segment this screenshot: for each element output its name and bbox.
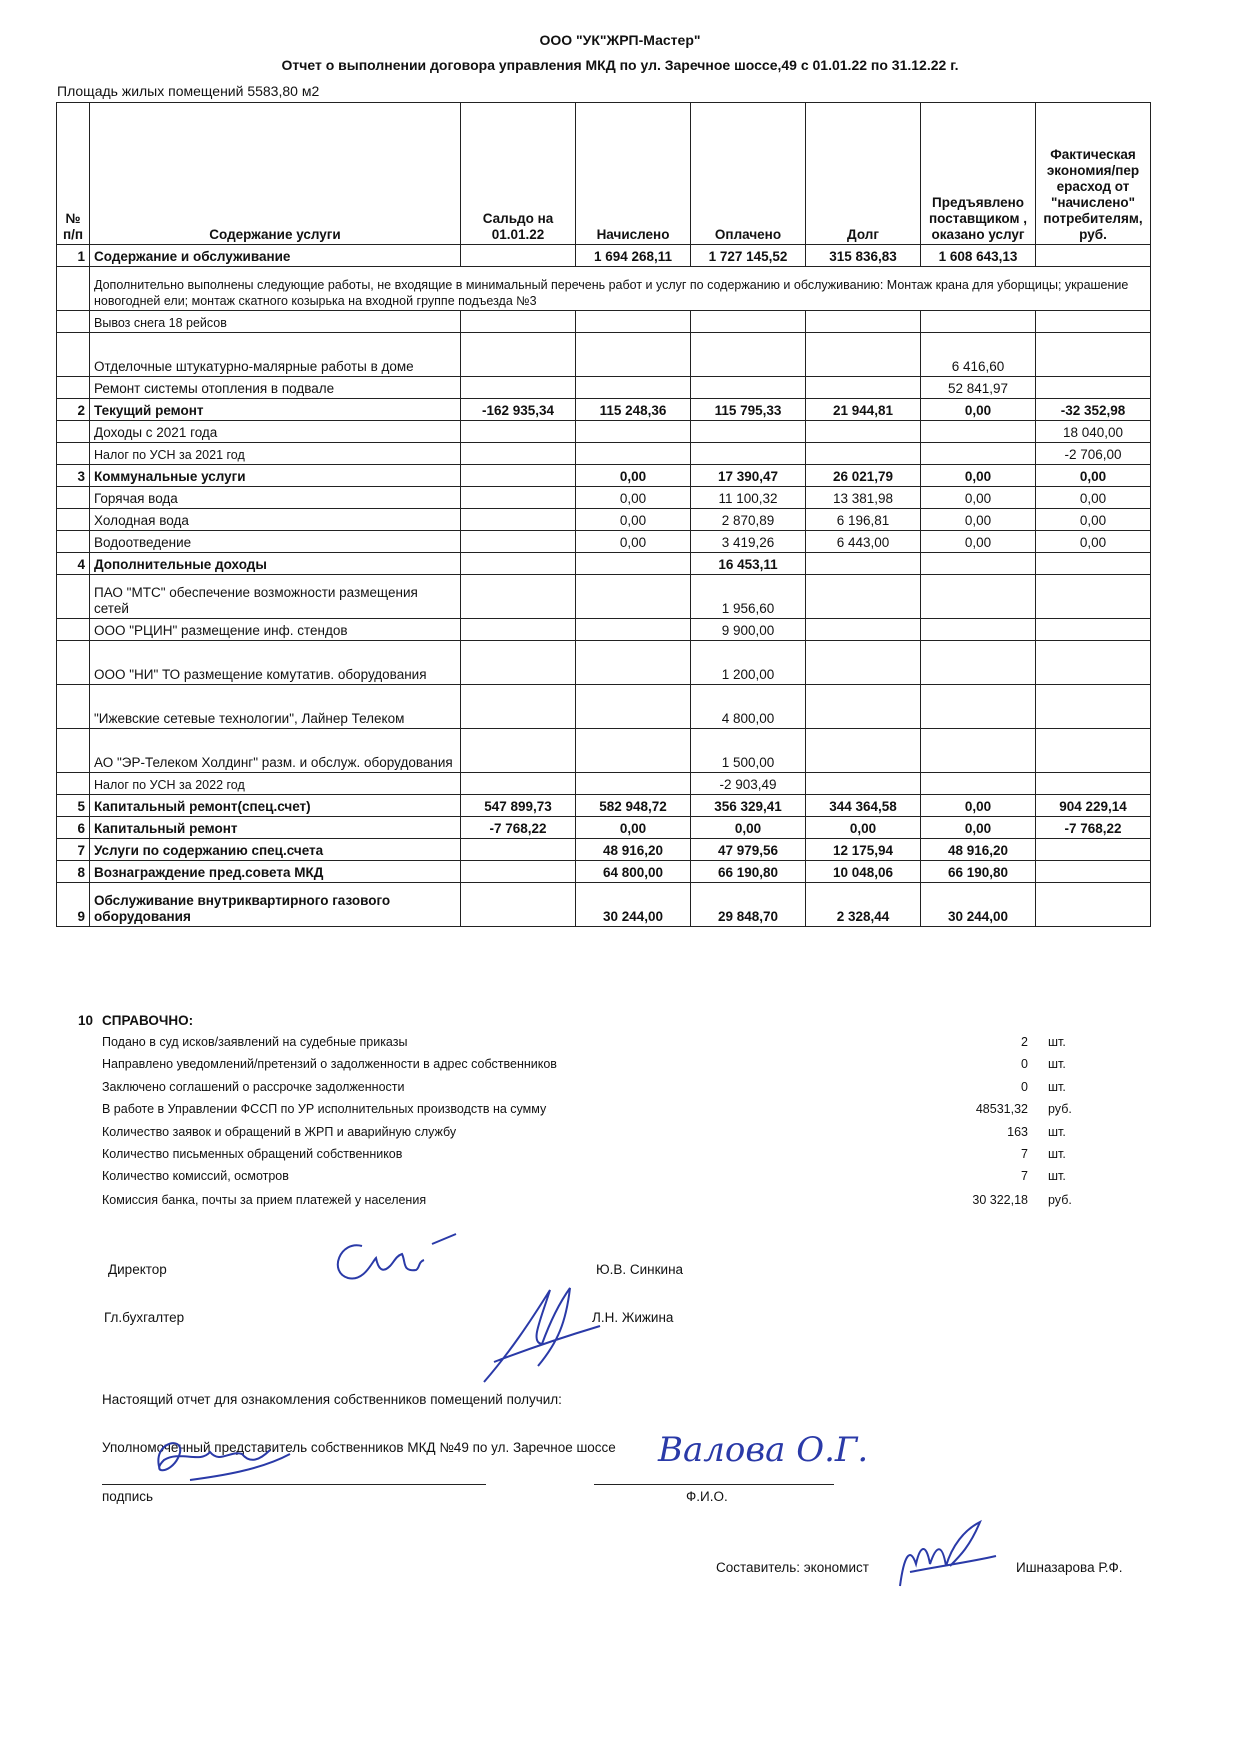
table-row xyxy=(57,575,1151,619)
reference-item xyxy=(102,1147,1102,1169)
cell-debt: 12 175,94 xyxy=(806,839,921,861)
cell-charged: 1 694 268,11 xyxy=(576,245,691,267)
cell-paid: 66 190,80 xyxy=(691,861,806,883)
cell-presented: 52 841,97 xyxy=(921,377,1036,399)
cell-economy xyxy=(1036,245,1151,267)
reference-label: Заключено соглашений о рассрочке задолженности xyxy=(102,1080,405,1094)
cell-economy: 904 229,14 xyxy=(1036,795,1151,817)
row-num: 5 xyxy=(57,795,90,817)
table-row xyxy=(57,685,1151,729)
reference-item xyxy=(102,1169,1102,1191)
cell-presented: 0,00 xyxy=(921,509,1036,531)
cell-paid: 17 390,47 xyxy=(691,465,806,487)
table-row xyxy=(57,311,1151,333)
row-name: Коммунальные услуги xyxy=(90,465,461,487)
signature-line xyxy=(102,1484,486,1485)
cell-charged: 0,00 xyxy=(576,817,691,839)
organization-name: ООО "УК"ЖРП-Мастер" xyxy=(539,32,701,48)
reference-unit: шт. xyxy=(1048,1057,1066,1071)
reference-unit: шт. xyxy=(1048,1035,1066,1049)
reference-unit: руб. xyxy=(1048,1193,1072,1207)
cell-economy: -7 768,22 xyxy=(1036,817,1151,839)
row-num: 8 xyxy=(57,861,90,883)
cell-charged: 30 244,00 xyxy=(576,883,691,927)
reference-item xyxy=(102,1057,1102,1079)
compiler-signature-icon xyxy=(880,1516,1000,1596)
row-name: ООО "НИ" ТО размещение комутатив. оборудования xyxy=(90,641,461,685)
row-name: ПАО "МТС" обеспечение возможности размещения сетей xyxy=(90,575,461,619)
reference-title: СПРАВОЧНО: xyxy=(102,1013,194,1028)
reference-unit: шт. xyxy=(1048,1080,1066,1094)
reference-value: 163 xyxy=(1007,1125,1028,1139)
cell-debt: 315 836,83 xyxy=(806,245,921,267)
row-name: ООО "РЦИН" размещение инф. стендов xyxy=(90,619,461,641)
cell-debt: 0,00 xyxy=(806,817,921,839)
cell-paid: 1 200,00 xyxy=(691,641,806,685)
reference-value: 0 xyxy=(1021,1080,1028,1094)
row-name: Налог по УСН за 2021 год xyxy=(90,443,461,465)
row-name: Отделочные штукатурно-малярные работы в доме xyxy=(90,333,461,377)
representative-label: Уполномоченный представитель собственников МКД №49 по ул. Заречное шоссе xyxy=(102,1440,616,1455)
row-name: Текущий ремонт xyxy=(90,399,461,421)
row-num: 6 xyxy=(57,817,90,839)
reference-num: 10 xyxy=(78,1013,94,1028)
cell-paid: 11 100,32 xyxy=(691,487,806,509)
header-service: Содержание услуги xyxy=(90,103,461,245)
cell-economy: -2 706,00 xyxy=(1036,443,1151,465)
reference-label: Комиссия банка, почты за прием платежей у населения xyxy=(102,1193,427,1207)
cell-charged: 0,00 xyxy=(576,509,691,531)
accountant-name: Л.Н. Жижина xyxy=(592,1310,674,1325)
cell-paid: 1 956,60 xyxy=(691,575,806,619)
reference-item xyxy=(102,1102,1102,1124)
cell-charged: 0,00 xyxy=(576,531,691,553)
table-row xyxy=(57,267,1151,311)
cell-paid: 16 453,11 xyxy=(691,553,806,575)
cell-presented: 0,00 xyxy=(921,465,1036,487)
cell-saldo: -7 768,22 xyxy=(461,817,576,839)
cell-charged: 64 800,00 xyxy=(576,861,691,883)
row-name: Доходы с 2021 года xyxy=(90,421,461,443)
header-num: № п/п xyxy=(57,103,90,245)
reference-value: 48531,32 xyxy=(975,1102,1028,1116)
accountant-signature-icon xyxy=(470,1282,610,1392)
cell-presented: 30 244,00 xyxy=(921,883,1036,927)
cell-paid: 9 900,00 xyxy=(691,619,806,641)
table-row xyxy=(57,377,1151,399)
row-num: 1 xyxy=(57,245,90,267)
report-table xyxy=(56,102,1151,927)
cell-debt: 344 364,58 xyxy=(806,795,921,817)
table-row xyxy=(57,817,1151,839)
row-num: 2 xyxy=(57,399,90,421)
cell-debt: 6 196,81 xyxy=(806,509,921,531)
cell-paid: 356 329,41 xyxy=(691,795,806,817)
compiler-name: Ишназарова Р.Ф. xyxy=(1016,1560,1123,1575)
row-name: Вывоз снега 18 рейсов xyxy=(90,311,461,333)
cell-saldo xyxy=(461,245,576,267)
representative-signature-icon xyxy=(130,1430,300,1490)
cell-charged: 48 916,20 xyxy=(576,839,691,861)
cell-debt: 21 944,81 xyxy=(806,399,921,421)
row-name: Налог по УСН за 2022 год xyxy=(90,773,461,795)
table-row xyxy=(57,487,1151,509)
row-name: Вознаграждение пред.совета МКД xyxy=(90,861,461,883)
report-title: Отчет о выполнении договора управления МКД по ул. Заречное шоссе,49 с 01.01.22 по 31.12.22 г. xyxy=(281,57,959,73)
row-name: Холодная вода xyxy=(90,509,461,531)
compiler-label: Составитель: экономист xyxy=(716,1560,869,1575)
cell-debt: 10 048,06 xyxy=(806,861,921,883)
cell-paid: 2 870,89 xyxy=(691,509,806,531)
cell-presented: 0,00 xyxy=(921,487,1036,509)
cell-debt: 26 021,79 xyxy=(806,465,921,487)
cell-presented: 48 916,20 xyxy=(921,839,1036,861)
reference-item xyxy=(102,1125,1102,1147)
cell-charged: 0,00 xyxy=(576,465,691,487)
table-row xyxy=(57,531,1151,553)
reference-unit: шт. xyxy=(1048,1147,1066,1161)
cell-economy: 0,00 xyxy=(1036,487,1151,509)
cell-presented: 0,00 xyxy=(921,399,1036,421)
cell-presented: 0,00 xyxy=(921,531,1036,553)
cell-paid: 1 500,00 xyxy=(691,729,806,773)
cell-presented: 6 416,60 xyxy=(921,333,1036,377)
additional-works-note: Дополнительно выполнены следующие работы, не входящие в минимальный перечень работ и услуг по содержанию и обслуживанию: Монтаж крана для уборщицы; украшение новогодней ели; монтаж скатного козырька на входной группе подъезда №3 xyxy=(90,267,1151,311)
reference-unit: шт. xyxy=(1048,1125,1066,1139)
row-num: 9 xyxy=(57,883,90,927)
table-row xyxy=(57,245,1151,267)
row-name: Услуги по содержанию спец.счета xyxy=(90,839,461,861)
reference-value: 7 xyxy=(1021,1169,1028,1183)
cell-economy: 0,00 xyxy=(1036,465,1151,487)
table-row xyxy=(57,509,1151,531)
table-row xyxy=(57,773,1151,795)
row-name: Капитальный ремонт(спец.счет) xyxy=(90,795,461,817)
cell-paid: 0,00 xyxy=(691,817,806,839)
cell-paid: 29 848,70 xyxy=(691,883,806,927)
cell-charged: 582 948,72 xyxy=(576,795,691,817)
received-statement: Настоящий отчет для ознакомления собственников помещений получил: xyxy=(102,1392,562,1407)
table-row xyxy=(57,729,1151,773)
row-name: АО "ЭР-Телеком Холдинг" разм. и обслуж. оборудования xyxy=(90,729,461,773)
cell-saldo: -162 935,34 xyxy=(461,399,576,421)
cell-economy: 18 040,00 xyxy=(1036,421,1151,443)
director-signature-icon xyxy=(320,1232,470,1302)
handwritten-name: Валова О.Г. xyxy=(658,1430,869,1470)
table-row xyxy=(57,619,1151,641)
signature-caption: подпись xyxy=(102,1489,154,1504)
header-charged: Начислено xyxy=(576,103,691,245)
table-row xyxy=(57,443,1151,465)
cell-charged: 115 248,36 xyxy=(576,399,691,421)
row-num: 4 xyxy=(57,553,90,575)
cell-debt: 13 381,98 xyxy=(806,487,921,509)
header-paid: Оплачено xyxy=(691,103,806,245)
director-label: Директор xyxy=(108,1262,167,1277)
cell-paid: -2 903,49 xyxy=(691,773,806,795)
reference-label: Направлено уведомлений/претензий о задолженности в адрес собственников xyxy=(102,1057,557,1071)
reference-label: Подано в суд исков/заявлений на судебные приказы xyxy=(102,1035,408,1049)
reference-unit: шт. xyxy=(1048,1169,1066,1183)
cell-paid: 47 979,56 xyxy=(691,839,806,861)
row-name: Содержание и обслуживание xyxy=(90,245,461,267)
reference-value: 7 xyxy=(1021,1147,1028,1161)
row-name: Дополнительные доходы xyxy=(90,553,461,575)
header-economy: Фактическая экономия/пер ерасход от "начислено" потребителям, руб. xyxy=(1036,103,1151,245)
row-name: "Ижевские сетевые технологии", Лайнер Телеком xyxy=(90,685,461,729)
reference-value: 2 xyxy=(1021,1035,1028,1049)
header-presented: Предъявлено поставщиком , оказано услуг xyxy=(921,103,1036,245)
cell-paid: 115 795,33 xyxy=(691,399,806,421)
cell-presented: 0,00 xyxy=(921,817,1036,839)
header-debt: Долг xyxy=(806,103,921,245)
reference-label: Количество комиссий, осмотров xyxy=(102,1169,289,1183)
cell-paid: 3 419,26 xyxy=(691,531,806,553)
cell-economy: 0,00 xyxy=(1036,531,1151,553)
fio-caption: Ф.И.О. xyxy=(686,1489,728,1504)
table-row xyxy=(57,399,1151,421)
row-num xyxy=(57,267,90,311)
table-row xyxy=(57,641,1151,685)
row-num: 3 xyxy=(57,465,90,487)
table-row xyxy=(57,421,1151,443)
cell-economy: -32 352,98 xyxy=(1036,399,1151,421)
accountant-label: Гл.бухгалтер xyxy=(104,1310,185,1325)
cell-charged: 0,00 xyxy=(576,487,691,509)
cell-economy: 0,00 xyxy=(1036,509,1151,531)
cell-presented: 1 608 643,13 xyxy=(921,245,1036,267)
table-row xyxy=(57,795,1151,817)
cell-presented: 0,00 xyxy=(921,795,1036,817)
row-name: Обслуживание внутриквартирного газового оборудования xyxy=(90,883,461,927)
cell-saldo: 547 899,73 xyxy=(461,795,576,817)
header-saldo: Сальдо на 01.01.22 xyxy=(461,103,576,245)
fio-line xyxy=(594,1484,834,1485)
reference-value: 0 xyxy=(1021,1057,1028,1071)
reference-unit: руб. xyxy=(1048,1102,1072,1116)
table-row xyxy=(57,883,1151,927)
director-name: Ю.В. Синкина xyxy=(596,1262,684,1277)
reference-value: 30 322,18 xyxy=(972,1193,1028,1207)
reference-label: Количество заявок и обращений в ЖРП и аварийную службу xyxy=(102,1125,457,1139)
row-name: Горячая вода xyxy=(90,487,461,509)
cell-paid: 4 800,00 xyxy=(691,685,806,729)
cell-debt: 6 443,00 xyxy=(806,531,921,553)
row-name: Ремонт системы отопления в подвале xyxy=(90,377,461,399)
cell-debt: 2 328,44 xyxy=(806,883,921,927)
living-area: Площадь жилых помещений 5583,80 м2 xyxy=(57,83,320,99)
row-num: 7 xyxy=(57,839,90,861)
table-row xyxy=(57,861,1151,883)
header-row xyxy=(57,103,1151,245)
cell-presented: 66 190,80 xyxy=(921,861,1036,883)
reference-label: В работе в Управлении ФССП по УР исполнительных производств на сумму xyxy=(102,1102,547,1116)
table-row xyxy=(57,839,1151,861)
reference-item xyxy=(102,1080,1102,1102)
table-row xyxy=(57,465,1151,487)
row-name: Капитальный ремонт xyxy=(90,817,461,839)
reference-label: Количество письменных обращений собственников xyxy=(102,1147,403,1161)
row-name: Водоотведение xyxy=(90,531,461,553)
cell-paid: 1 727 145,52 xyxy=(691,245,806,267)
reference-item xyxy=(102,1035,1102,1057)
table-row xyxy=(57,333,1151,377)
table-row xyxy=(57,553,1151,575)
reference-item xyxy=(102,1193,1102,1215)
